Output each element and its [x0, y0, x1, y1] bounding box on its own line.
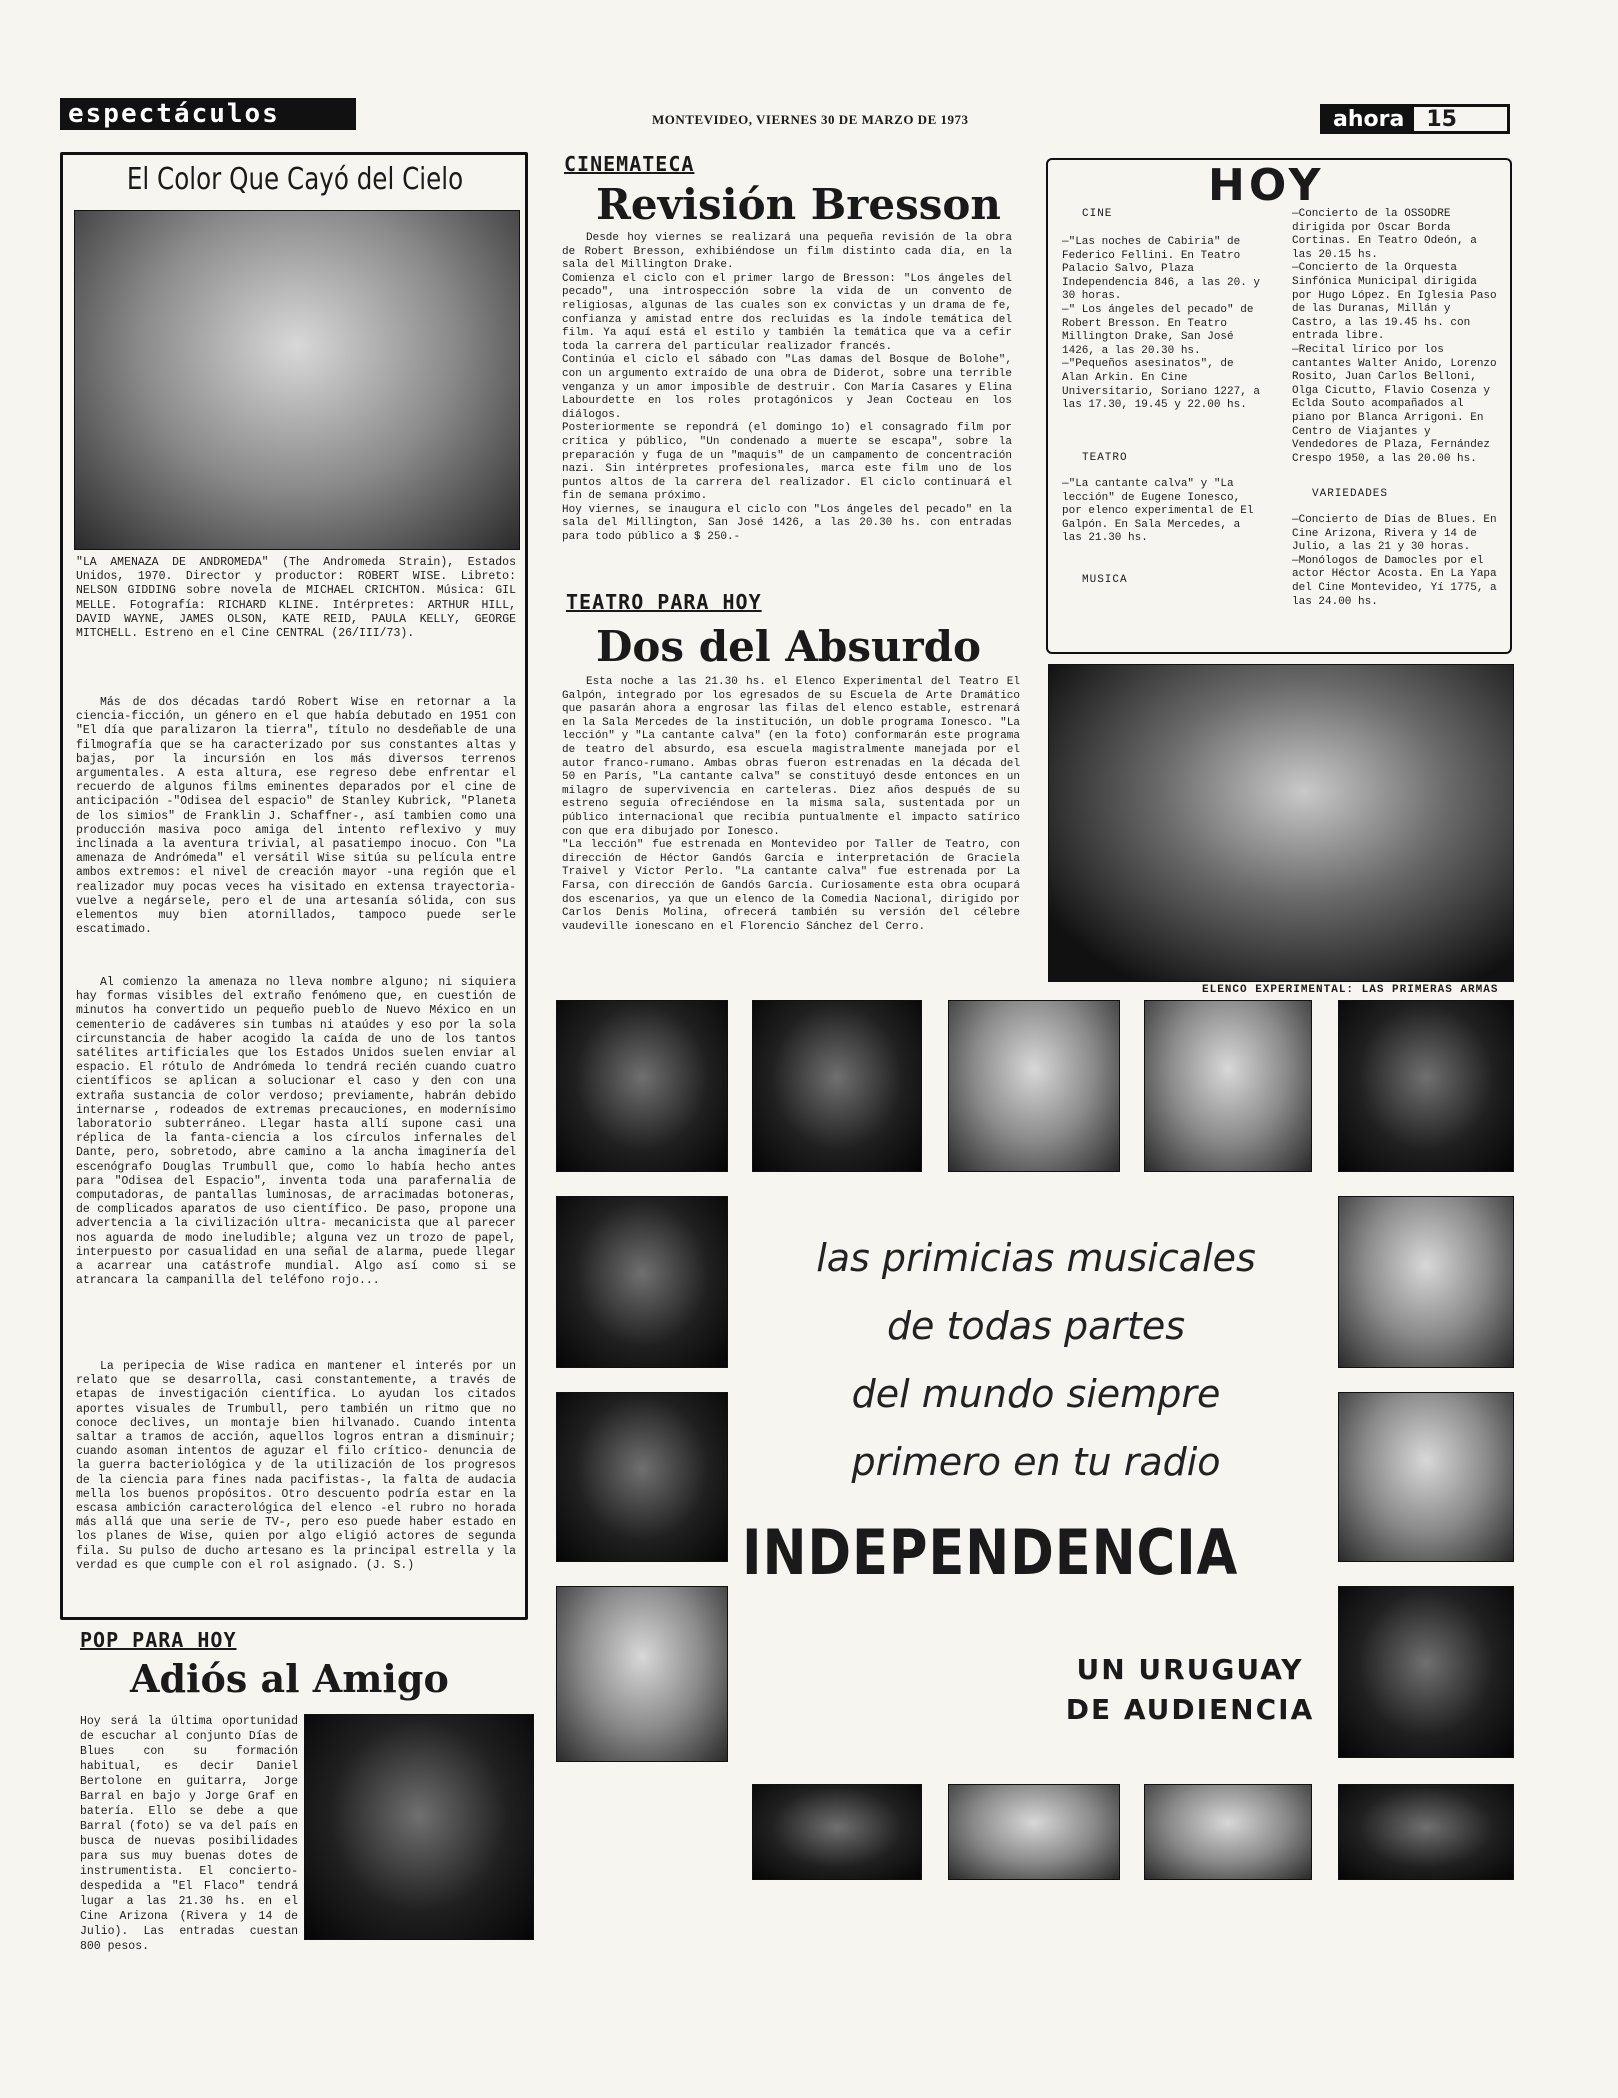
ad-photo: [556, 1586, 728, 1762]
masthead-brand: [1320, 104, 1510, 134]
ad-photo: [556, 1196, 728, 1368]
film-review-paragraph-1: Más de dos décadas tardó Robert Wise en retornar a la ciencia-ficción, un género en el que había debutado en 1951 con "El día que paralizaron la tierra", título no desdeñable de una filmografía que se ha caracterizado por sus constantes altas y bajas, por la incursión en los más diversos terrenos argumentales. A esta altura, ese regreso debe enfrentar el recuerdo de algunos films eminentes deparados por el cine de anticipación -"Odisea del espacio" de Stanley Kubrick, "Planeta de los simios" de Franklin J. Schaffner-, así tambien como una producción masiva poco amiga del intento reflexivo y muy inclinada a la aventura trivial, al pasatiempo inocuo. Con "La amenaza de Andrómeda" el versátil Wise sitúa su película entre ambos extremos: el nivel de creación mayor -una región que el realizador muy pocas veces ha visitado en extensa trayectoria- vuelve a negársele, pero el de una artesanía sólida, con sus elementos muy bien atornillados, tampoco puede serle escatimado.: [76, 696, 516, 937]
film-review-paragraph-2: Al comienzo la amenaza no lleva nombre alguno; ni siquiera hay formas visibles del extraño fenómeno que, en cuestión de minutos ha convertido un pequeño pueblo de Nuevo México en un cementerio de cadáveres sin tumbas ni ataúdes y eso por la sola circunstancia de haber acogido la caída de uno de los tantos satélites artificiales que los Estados Unidos suelen enviar al espacio. El rótulo de Andrómeda lo tendrá recién cuando cuatro científicos se aplican a solucionar el caso y den con una extraña sustancia de color verdoso; previamente, habrán debido internarse , rodeados de extremas precauciones, en modernísimo laboratorio subterráneo. Llegar hasta allí supone casi una réplica de la fanta-ciencia a los círculos infernales del Dante, pero, sobretodo, abre camino a la ancha imaginería del escenógrafo Douglas Trumbull que, como lo había hecho antes para "Odisea del Espacio", inventa toda una parafernalia de computadoras, de pantallas luminosas, de arracimadas botoneras, de complicados aparatos de uso científico. De paso, propone una advertencia a la civilización ultra- mecanicista que al parecer nos aguarda de modo ineludible; alguna vez un trozo de papel, interpuesto por casualidad en una señal de alarma, puede llegar a acarrear una catástrofe mundial. Algo así como si se atrancara la campanilla del teléfono rojo...: [76, 976, 516, 1288]
dateline: MONTEVIDEO, VIERNES 30 DE MARZO DE 1973: [652, 112, 969, 127]
section-tag: [60, 98, 356, 130]
hoy-musica-label: MUSICA: [1082, 574, 1128, 586]
section-label: espectáculos: [68, 99, 280, 129]
radio-ad-slogan-2: DE AUDIENCIA: [1065, 1693, 1315, 1726]
hoy-cine-label: CINE: [1082, 208, 1113, 220]
radio-ad-line-1: las primicias musicales: [816, 1236, 1256, 1280]
pop-kicker: POP PARA HOY: [80, 1628, 237, 1652]
film-review-paragraph-3: La peripecia de Wise radica en mantener el interés por un relato que se desarrolla, casi constantemente, a través de etapas de investigación científica. Lo ayudan los citados aportes visuales de Trumbull, pero también un ritmo que no conoce declives, un montaje bien hilvanado. Cuando intenta saltar a tramos de acción, aquellos logros entran a disminuir; cuando asoman intentos de aguzar el filo crítico- denuncia de la guerra bacteriológica y de la utilización de los progresos de la ciencia para fines nada pacifistas-, la falta de audacia mella los buenos propósitos. Otro descuento podría estar en la escasa ambición caracterológica del elenco -el rubro no horada más allá que una serie de TV-, pero eso puede haber estado en los planes de Wise, quien por algo eligió actores de segunda fila. Su pulso de ducho artesano es la principal estrella y la verdad es que cumple con el rol asignado. (J. S.): [76, 1360, 516, 1572]
hoy-title: HOY: [1208, 160, 1325, 211]
teatro-title: Dos del Absurdo: [596, 622, 982, 671]
hoy-cine-listings: —"Las noches de Cabiria" de Federico Fellini. En Teatro Palacio Salvo, Plaza Independencia 846, a las 20. y 30 horas. —" Los ángeles del pecado" de Robert Bresson. En Teatro Millington Drake, San José 1426, a las 20.30 hs. —"Pequeños asesinatos", de Alan Arkin. En Cine Universitario, Soriano 1227, a las 17.30, 19.45 y 22.00 hs.: [1062, 236, 1261, 412]
film-review-title: El Color Que Cayó del Cielo: [126, 162, 464, 197]
ad-photo: [1144, 1000, 1312, 1172]
pop-photo: [304, 1714, 534, 1940]
cinemateca-kicker: CINEMATECA: [564, 152, 695, 176]
ad-photo: [948, 1784, 1120, 1880]
hoy-musica-listings: —Concierto de la OSSODRE dirigida por Oscar Borda Cortinas. En Teatro Odeón, a las 20.15 hs. —Concierto de la Orquesta Sinfónica Municipal dirigida por Hugo López. En Iglesia Paso de las Duranas, Millán y Castro, a las 19.45 hs. con entrada libre. —Recital lírico por los cantantes Walter Anido, Lorenzo Rosito, Juan Carlos Belloni, Olga Cicutto, Flavio Cosenza y Eclda Souto acompañados al piano por Blanca Arrigoni. En Centro de Viajantes y Vendedores de Plaza, Fernández Crespo 1950, a las 20.00 hs.: [1292, 208, 1497, 465]
ad-photo: [948, 1000, 1120, 1172]
radio-ad-slogan-1: UN URUGUAY: [1076, 1653, 1304, 1686]
page-number: 15: [1426, 106, 1457, 132]
teatro-kicker: TEATRO PARA HOY: [566, 590, 762, 614]
ad-photo: [1144, 1784, 1312, 1880]
ad-photo: [1338, 1392, 1514, 1562]
hoy-teatro-label: TEATRO: [1082, 452, 1128, 464]
cinemateca-title: Revisión Bresson: [596, 180, 1001, 229]
ad-photo: [556, 1000, 728, 1172]
film-review-credits: "LA AMENAZA DE ANDROMEDA" (The Andromeda Strain), Estados Unidos, 1970. Director y productor: ROBERT WISE. Libreto: NELSON GIDDING sobre novela de MICHAEL CRICHTON. Música: GIL MELLE. Fotografía: RICHARD KLINE. Intérpretes: ARTHUR HILL, DAVID WAYNE, JAMES OLSON, KATE REID, PAULA KELLY, GEORGE MITCHELL. Estreno en el Cine CENTRAL (26/III/73).: [76, 556, 516, 641]
ad-photo: [752, 1784, 922, 1880]
radio-ad-line-2: de todas partes: [886, 1304, 1186, 1348]
radio-ad-brand: INDEPENDENCIA: [742, 1516, 1239, 1589]
teatro-text: Esta noche a las 21.30 hs. el Elenco Experimental del Teatro El Galpón, integrado por los egresados de su Escuela de Arte Dramático que pasarán ahora a engrosar las filas del elenco estable, estrenará en la Sala Mercedes de la institución, un doble programa Ionesco. "La lección" y "La cantante calva" (en la foto) conformarán este programa de teatro del absurdo, esa escuela magistralmente manejada por el autor franco-rumano. Ambas obras fueron estrenadas en la década del 50 en París, "La cantante calva" se constituyó desde entonces en un milagro de supervivencia en carteleras. Diez años después de su estreno seguía ofreciéndose en la misma sala, sustentada por un público internacional que recibía puntualmente el impacto satírico con que era dibujado por Ionesco. "La lección" fue estrenada en Montevideo por Taller de Teatro, con dirección de Héctor Gandós García e interpretación de Graciela Traivel y Víctor Perlo. "La cantante calva" fue estrenada por La Farsa, con dirección de Gandós García. Curiosamente esta obra ocupará dos escenarios, ya que un elenco de la Comedia Nacional, dirigido por Carlos Denis Molina, ofrecerá también su versión del célebre vaudeville ionescano en el Florencio Sánchez del Cerro.: [562, 676, 1020, 933]
theatre-photo-caption: ELENCO EXPERIMENTAL: LAS PRIMERAS ARMAS: [1202, 984, 1499, 996]
film-still-photo: [74, 210, 520, 550]
ad-photo: [1338, 1784, 1514, 1880]
ad-photo: [752, 1000, 922, 1172]
cinemateca-text: Desde hoy viernes se realizará una pequeña revisión de la obra de Robert Bresson, exhibiéndose un film distinto cada día, en la sala del Millington Drake. Comienza el ciclo con el primer largo de Bresson: "Los ángeles del pecado", una introspección sobre la vida de un convento de religiosas, algunas de las cuales son ex convictas y un drama de fe, confianza y amistad entre dos recluidas es la índole temática del film. Ya aquí está el estilo y también la temática que va a cefir toda la carrera del particular realizador francés. Continúa el ciclo el sábado con "Las damas del Bosque de Bolohe", con un argumento extraído de una obra de Diderot, sobre una terrible venganza y un amor imposible de destruir. Con María Casares y Elina Labourdette en los roles protagónicos y Jean Cocteau en los diálogos. Posteriormente se repondrá (el domingo 1o) el consagrado film por crítica y público, "Un condenado a muerte se escapa", sobre la preparación y fuga de un "maquis" de un campamento de concentración nazi. Sin intérpretes profesionales, marca este film uno de los puntos altos de la carrera del realizador. El ciclo continuará el fin de semana próximo. Hoy viernes, se inaugura el ciclo con "Los ángeles del pecado" en la sala del Millington, San José 1426, a las 20.30 hs. con entradas para todo público a $ 250.-: [562, 232, 1012, 544]
ad-photo: [1338, 1196, 1514, 1368]
hoy-teatro-listings: —"La cantante calva" y "La lección" de Eugene Ionesco, por elenco experimental de El Galpón. En Sala Mercedes, a las 21.30 hs.: [1062, 478, 1254, 545]
ad-photo: [1338, 1586, 1514, 1758]
radio-ad-line-4: primero en tu radio: [851, 1440, 1221, 1484]
radio-ad-line-3: del mundo siempre: [851, 1372, 1221, 1416]
pop-title: Adiós al Amigo: [130, 1656, 449, 1701]
ad-photo: [556, 1392, 728, 1562]
brand-name: ahora: [1323, 107, 1414, 131]
pop-article-text: Hoy será la última oportunidad de escuchar al conjunto Días de Blues con su formación habitual, es decir Daniel Bertolone en guitarra, Jorge Barral en bajo y Jorge Graf en batería. Ello se debe a que Barral (foto) se va del país en busca de nuevas posibilidades para sus muy buenas dotes de instrumentista. El concierto-despedida a "El Flaco" tendrá lugar a las 21.30 hs. en el Cine Arizona (Rivera y 14 de Julio). Las entradas cuestan 800 pesos.: [80, 1715, 298, 1953]
hoy-variedades-label: VARIEDADES: [1312, 488, 1389, 500]
ad-photo: [1338, 1000, 1514, 1172]
hoy-variedades-listings: —Concierto de Días de Blues. En Cine Arizona, Rivera y 14 de Julio, a las 21 y 30 horas. —Monólogos de Damocles por el actor Héctor Acosta. En La Yapa del Cine Montevideo, Yí 1775, a las 24.00 hs.: [1292, 514, 1497, 608]
theatre-photo: [1048, 664, 1514, 982]
